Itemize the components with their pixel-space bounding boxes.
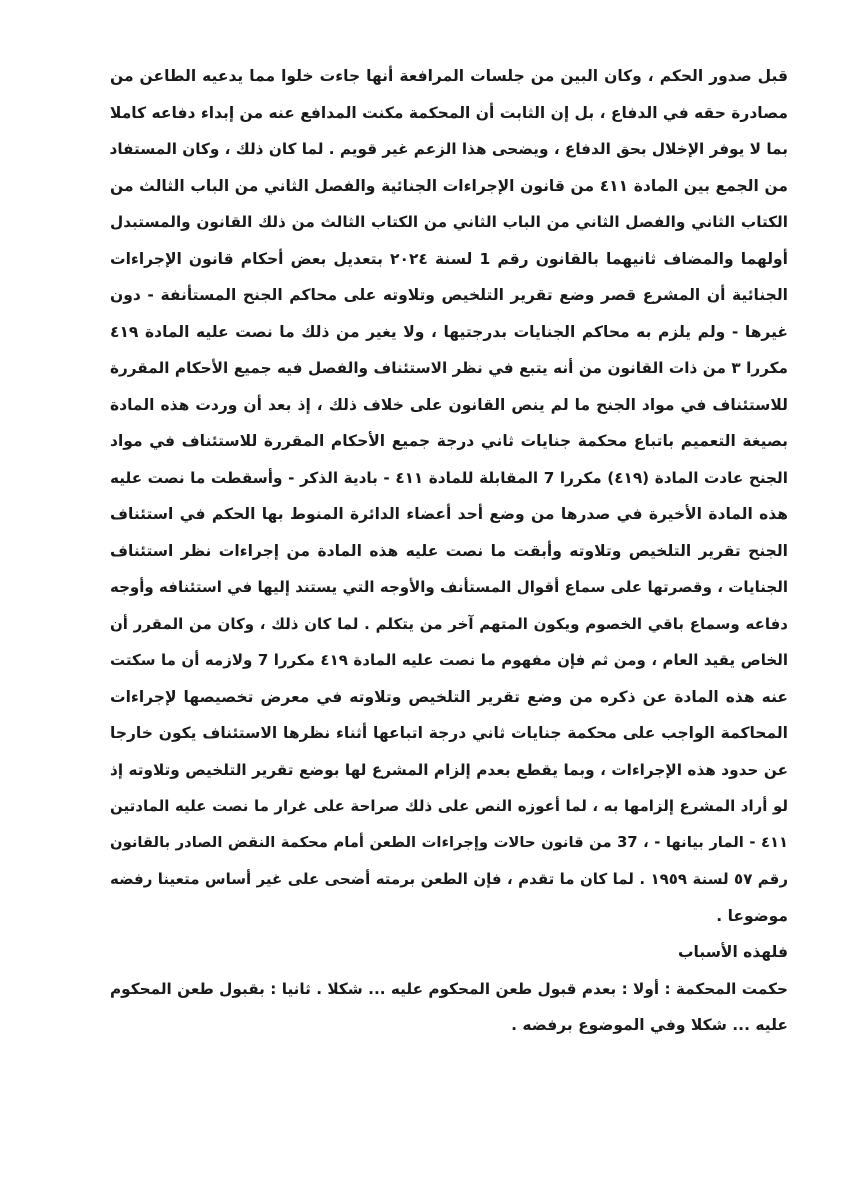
text-line: قبل صدور الحكم ، وكان البين من جلسات المرافعة أنها جاءت خلوا مما يدعيه الطاعن من <box>110 67 788 85</box>
text-line: الخاص يقيد العام ، ومن ثم فإن مفهوم ما نصت عليه المادة ٤١٩ مكررا 7 ولازمه أن ما سكتت <box>110 651 788 669</box>
text-line: رقم ٥٧ لسنة ١٩٥٩ . لما كان ما تقدم ، فإن الطعن برمته أضحى على غير أساس متعينا رفضه <box>110 870 788 888</box>
text-line: هذه المادة الأخيرة في صدرها من وضع أحد أعضاء الدائرة المنوط بها الحكم في استئناف <box>110 505 788 523</box>
verdict-line: عليه ... شكلا وفي الموضوع برفضه . <box>511 1016 788 1034</box>
judgment-text <box>110 58 788 1044</box>
text-line: من الجمع بين المادة ٤١١ من قانون الإجراءات الجنائية والفصل الثاني من الباب الثالث من <box>110 176 788 195</box>
text-line: مكررا ٣ من ذات القانون من أنه يتبع في نظر الاستئناف والفصل فيه جميع الأحكام المقررة <box>110 359 788 377</box>
text-line: المحاكمة الواجب على محكمة جنايات ثاني درجة اتباعها أثناء نظرها الاستئناف يكون خارجا <box>110 724 788 742</box>
text-line: أولهما والمضاف ثانيهما بالقانون رقم 1 لسنة ٢٠٢٤ بتعديل بعض أحكام قانون الإجراءات <box>110 249 788 268</box>
text-line: موضوعا . <box>716 906 788 925</box>
text-line: دفاعه وسماع باقي الخصوم ويكون المتهم آخر من يتكلم . لما كان ذلك ، وكان من المقرر أن <box>110 614 788 633</box>
text-line: الجنايات ، وقصرتها على سماع أقوال المستأنف والأوجه التي يستند إليها في استئنافه وأوجه <box>110 578 788 596</box>
verdict-line: حكمت المحكمة : أولا : بعدم قبول طعن المحكوم عليه ... شكلا . ثانيا : بقبول طعن المحكوم <box>110 979 788 998</box>
text-line: ٤١١ - المار بيانها - ، 37 من قانون حالات وإجراءات الطعن أمام محكمة النقض الصادر بالقانون <box>110 833 788 851</box>
text-line: عن حدود هذه الإجراءات ، وبما يقطع بعدم إلزام المشرع لها بوضع تقرير التلخيص وتلاوته إذ <box>110 760 788 779</box>
text-line: الجنح عادت المادة (٤١٩) مكررا 7 المقابلة للمادة ٤١١ - بادية الذكر - وأسقطت ما نصت عليه <box>110 468 788 487</box>
text-line: للاستئناف في مواد الجنح ما لم ينص القانون على خلاف ذلك ، إذ بعد أن وردت هذه المادة <box>110 395 788 414</box>
section-heading-reasons: فلهذه الأسباب <box>677 943 788 961</box>
text-line: مصادرة حقه في الدفاع ، بل إن الثابت أن المحكمة مكنت المدافع عنه من إبداء دفاعه كاملا <box>110 103 788 122</box>
text-line: لو أراد المشرع إلزامها به ، لما أعوزه النص على ذلك صراحة على غرار ما نصت عليه المادتين <box>110 797 788 815</box>
text-line: الجنح تقرير التلخيص وتلاوته وأبقت ما نصت عليه هذه المادة من إجراءات نظر استئناف <box>110 541 788 560</box>
text-line: بصيغة التعميم باتباع محكمة جنايات ثاني درجة جميع الأحكام المقررة للاستئناف في مواد <box>110 432 788 450</box>
text-line: عنه هذه المادة عن ذكره من وضع تقرير التلخيص وتلاوته في معرض تخصيصها لإجراءات <box>110 687 788 706</box>
text-line: بما لا يوفر الإخلال بحق الدفاع ، ويضحى هذا الزعم غير قويم . لما كان ذلك ، وكان المستفاد <box>110 140 788 158</box>
text-line: غيرها - ولم يلزم به محاكم الجنايات بدرجتيها ، ولا يغير من ذلك ما نصت عليه المادة ٤١٩ <box>110 322 788 341</box>
text-line: الكتاب الثاني والفصل الثاني من الباب الثاني من الكتاب الثالث من ذلك القانون والمستبدل <box>110 213 788 231</box>
text-line: الجنائية أن المشرع قصر وضع تقرير التلخيص وتلاوته على محاكم الجنح المستأنفة - دون <box>110 286 788 304</box>
